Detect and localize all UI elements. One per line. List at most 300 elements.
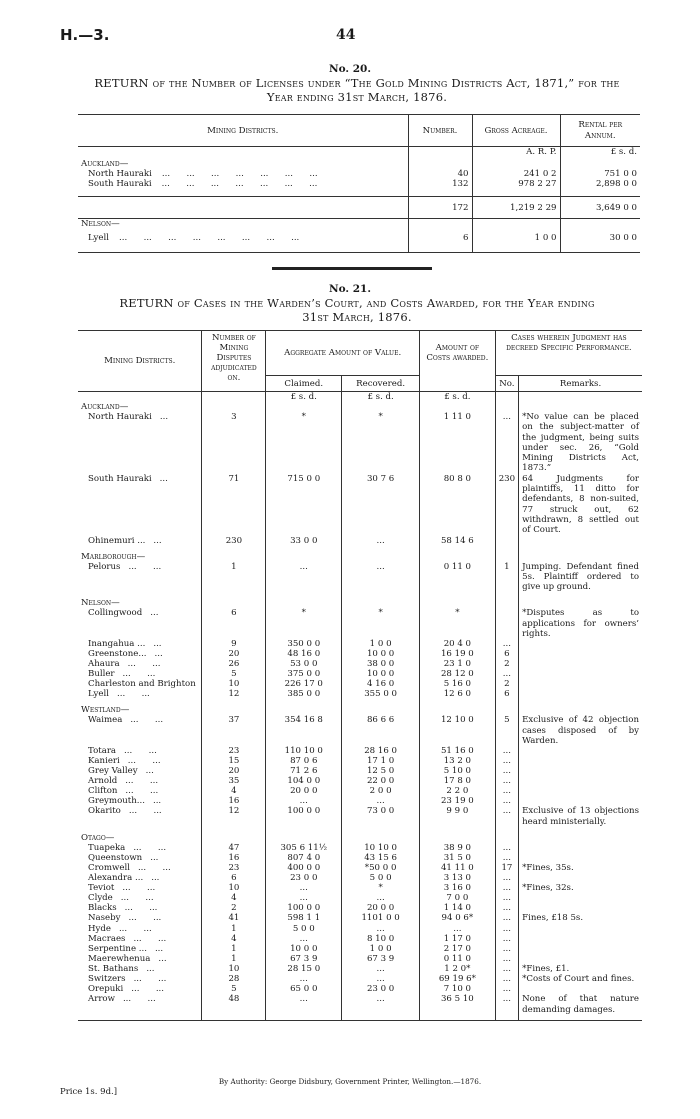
col-gross-acreage: Gross Acreage.: [472, 115, 560, 147]
disputes-count: 48: [202, 994, 266, 1015]
amount-recovered: 86 6 6: [342, 715, 420, 746]
costs-awarded: 80 8 0: [420, 474, 496, 536]
total-acreage: 1,219 2 29: [472, 197, 560, 219]
remarks: [519, 796, 642, 806]
costs-awarded: 0 11 0: [420, 954, 496, 964]
col-mining-districts: Mining Districts.: [207, 125, 279, 136]
leader-dots: ...: [158, 953, 167, 964]
group-row: [78, 546, 642, 562]
remarks: Fines, £18 5s.: [519, 913, 642, 923]
district-name: Okarito: [88, 806, 121, 817]
table-row: [78, 562, 642, 593]
district-name: Macraes: [88, 933, 126, 944]
leader-dots: ... ...: [131, 984, 165, 995]
costs-awarded: 16 19 0: [420, 649, 496, 659]
leader-dots: ...: [153, 639, 162, 650]
rental: 30 0 0: [560, 233, 640, 243]
district-name: Grey Valley: [88, 766, 138, 777]
table-row: [78, 934, 642, 944]
judgment-count: ...: [495, 934, 518, 944]
amount-claimed: ...: [266, 562, 342, 593]
table-row: [78, 776, 642, 786]
remarks: *Costs of Court and fines.: [519, 974, 642, 984]
table21-number: No. 21.: [329, 283, 371, 295]
amount-recovered: 1 0 0: [342, 639, 420, 649]
table-row: [78, 689, 642, 699]
district-name: Teviot: [88, 883, 115, 894]
col-remarks: Remarks.: [519, 376, 642, 392]
table20-title-line1: RETURN of the Number of Licenses under “The Gold Mining Districts Act, 1871,” for the: [94, 76, 620, 90]
amount-recovered: 10 10 0: [342, 843, 420, 853]
judgment-count: ...: [495, 786, 518, 796]
leader-dots: ... ...: [127, 659, 161, 670]
table21-title-line1: RETURN of Cases in the Warden’s Court, and Costs Awarded, for the Year ending: [119, 296, 595, 310]
group-name: Auckland—: [81, 402, 129, 412]
amount-recovered: 5 0 0: [342, 873, 420, 883]
disputes-count: 10: [202, 964, 266, 974]
group-name: Nelson—: [81, 598, 120, 609]
table-row: [78, 669, 642, 679]
table-row: [78, 903, 642, 913]
amount-claimed: 28 15 0: [266, 964, 342, 974]
leader-dots: ... ...: [124, 903, 158, 914]
table-row: [78, 608, 642, 639]
judgment-count: ...: [495, 756, 518, 766]
group-row: [78, 159, 640, 169]
amount-claimed: ...: [266, 796, 342, 806]
leader-dots: ... ...: [128, 561, 162, 572]
leader-dots: ...: [152, 796, 162, 807]
amount-claimed: 65 0 0: [266, 984, 342, 994]
acreage-unit: A. R. P.: [472, 147, 560, 159]
costs-awarded: 12 10 0: [420, 715, 496, 746]
amount-claimed: 10 0 0: [266, 944, 342, 954]
table-row: [78, 913, 642, 923]
judgment-count: ...: [495, 994, 518, 1015]
district-name: North Hauraki: [88, 412, 152, 422]
disputes-count: 10: [202, 679, 266, 689]
total-row: [78, 197, 640, 219]
leader-dots: ... ...: [133, 842, 167, 853]
judgment-count: ...: [495, 964, 518, 974]
group-name: Otago—: [81, 832, 115, 843]
leader-dots: ... ...: [130, 715, 164, 726]
remarks: [519, 984, 642, 994]
amount-claimed: *: [266, 608, 342, 639]
district-name: Queenstown: [88, 852, 143, 863]
disputes-count: 35: [202, 776, 266, 786]
amount-claimed: 33 0 0: [266, 536, 342, 546]
leader-dots: ...: [153, 535, 162, 546]
costs-awarded: 3 16 0: [420, 883, 496, 893]
table-row: [78, 924, 642, 934]
leader-dots: ...: [145, 766, 154, 777]
remarks: [519, 649, 642, 659]
license-count: 40: [408, 169, 472, 179]
costs-awarded: *: [420, 608, 496, 639]
costs-awarded: 41 11 0: [420, 863, 496, 873]
costs-awarded: 1 14 0: [420, 903, 496, 913]
judgment-count: ...: [495, 974, 518, 984]
leader-dots: ...: [150, 608, 159, 619]
costs-awarded: 2 17 0: [420, 944, 496, 954]
table20-number: No. 20.: [329, 63, 371, 75]
disputes-count: 230: [202, 536, 266, 546]
amount-claimed: 110 10 0: [266, 746, 342, 756]
table-row: [78, 649, 642, 659]
remarks: [519, 536, 642, 546]
col-rental: Rental per Annum.: [560, 115, 640, 147]
district-name: Greymouth...: [88, 796, 145, 807]
amount-claimed: ...: [266, 934, 342, 944]
table-row: [78, 715, 642, 746]
amount-claimed: 385 0 0: [266, 689, 342, 699]
district-name: Clyde: [88, 893, 113, 904]
district-name: Charleston and Brighton: [88, 679, 196, 690]
amount-claimed: 71 2 6: [266, 766, 342, 776]
gross-acreage: 978 2 27: [472, 179, 560, 189]
table-row: [78, 994, 642, 1015]
remarks: None of that nature demanding damages.: [519, 994, 642, 1015]
table-row: [78, 944, 642, 954]
amount-recovered: 20 0 0: [342, 903, 420, 913]
disputes-count: 1: [202, 562, 266, 593]
district-name: Lyell: [88, 232, 109, 243]
wardens-court-table: [78, 330, 642, 1021]
judgment-count: ...: [495, 853, 518, 863]
leader-dots: ...: [150, 852, 159, 863]
costs-awarded: ...: [420, 924, 496, 934]
district-name: Maerewhenua: [88, 953, 151, 964]
judgment-count: 6: [495, 649, 518, 659]
leader-dots: ... ...: [124, 746, 157, 757]
disputes-count: 4: [202, 893, 266, 903]
gross-acreage: 1 0 0: [472, 233, 560, 243]
disputes-count: 23: [202, 746, 266, 756]
district-name: North Hauraki: [88, 168, 152, 179]
disputes-count: 5: [202, 669, 266, 679]
amount-recovered: 73 0 0: [342, 806, 420, 827]
col-specific-performance: Cases wherein Judgment has decreed Specific Performance.: [495, 331, 642, 376]
costs-awarded: 23 1 0: [420, 659, 496, 669]
costs-awarded: 7 0 0: [420, 893, 496, 903]
license-count: 132: [408, 179, 472, 189]
amount-claimed: 807 4 0: [266, 853, 342, 863]
remarks: [519, 659, 642, 669]
col-claimed: Claimed.: [266, 376, 342, 392]
district-name: Kanieri: [88, 756, 120, 767]
remarks: Exclusive of 42 objection cases disposed of by Warden.: [519, 715, 642, 746]
judgment-count: ...: [495, 984, 518, 994]
remarks: [519, 766, 642, 776]
costs-awarded: 13 2 0: [420, 756, 496, 766]
amount-claimed: 598 1 1: [266, 913, 342, 923]
district-name: Arnold: [88, 776, 118, 787]
judgment-count: ...: [495, 843, 518, 853]
disputes-count: 20: [202, 649, 266, 659]
remarks: [519, 924, 642, 934]
amount-claimed: 67 3 9: [266, 954, 342, 964]
disputes-count: 12: [202, 689, 266, 699]
disputes-count: 28: [202, 974, 266, 984]
costs-awarded: 9 9 0: [420, 806, 496, 827]
leader-dots: ...: [159, 473, 168, 484]
table-row: [78, 893, 642, 903]
disputes-count: 41: [202, 913, 266, 923]
gross-acreage: 241 0 2: [472, 169, 560, 179]
col-aggregate-value: Aggregate Amount of Value.: [266, 331, 420, 376]
costs-unit: £ s. d.: [420, 392, 496, 403]
remarks: [519, 903, 642, 913]
remarks: [519, 873, 642, 883]
judgment-count: 5: [495, 715, 518, 746]
district-name: Greenstone...: [88, 649, 147, 660]
group-row: [78, 699, 642, 715]
group-name: Marlborough—: [81, 551, 146, 562]
table-row: [78, 536, 642, 546]
amount-claimed: 23 0 0: [266, 873, 342, 883]
judgment-count: 1: [495, 562, 518, 593]
judgment-count: ...: [495, 796, 518, 806]
remarks: *Fines, 32s.: [519, 883, 642, 893]
leader-dots: ... ...: [127, 756, 161, 767]
district-name: Arrow: [88, 994, 115, 1005]
amount-recovered: 1 0 0: [342, 944, 420, 954]
disputes-count: 26: [202, 659, 266, 669]
table-row: [78, 974, 642, 984]
remarks: [519, 776, 642, 786]
amount-recovered: 30 7 6: [342, 474, 420, 536]
amount-recovered: ...: [342, 994, 420, 1015]
leader-dots: ... ...: [120, 893, 154, 904]
remarks: [519, 756, 642, 766]
leader-dots: ... ...: [122, 994, 156, 1005]
group-row: [78, 402, 642, 412]
leader-dots: ... ...: [133, 933, 167, 944]
leader-dots: ...: [151, 873, 160, 884]
leader-dots: ... ...: [133, 974, 167, 985]
group-name: Westland—: [81, 705, 130, 716]
amount-recovered: 22 0 0: [342, 776, 420, 786]
amount-claimed: 5 0 0: [266, 924, 342, 934]
costs-awarded: 1 11 0: [420, 412, 496, 474]
printer-authority: By Authority: George Didsbury, Government Printer, Wellington.—1876.: [218, 1077, 482, 1086]
disputes-count: 4: [202, 786, 266, 796]
district-name: Serpentine ...: [88, 943, 147, 954]
table-row: [78, 639, 642, 649]
judgment-count: ...: [495, 924, 518, 934]
table-row: [78, 786, 642, 796]
amount-recovered: *: [342, 608, 420, 639]
disputes-count: 6: [202, 608, 266, 639]
judgment-count: ...: [495, 913, 518, 923]
district-name: Totara: [88, 746, 117, 757]
col-recovered: Recovered.: [342, 376, 420, 392]
col-no: No.: [495, 376, 518, 392]
remarks: [519, 843, 642, 853]
disputes-count: 1: [202, 954, 266, 964]
amount-recovered: 38 0 0: [342, 659, 420, 669]
table-row: [78, 169, 640, 179]
leader-dots: ... ...: [117, 689, 150, 700]
disputes-count: 1: [202, 944, 266, 954]
disputes-count: 16: [202, 853, 266, 863]
amount-claimed: ...: [266, 974, 342, 984]
remarks: Exclusive of 13 objections heard ministerially.: [519, 806, 642, 827]
amount-claimed: 20 0 0: [266, 786, 342, 796]
licenses-table: [78, 114, 640, 253]
district-name: Lyell: [88, 689, 109, 700]
judgment-count: ...: [495, 944, 518, 954]
remarks: [519, 786, 642, 796]
costs-awarded: 20 4 0: [420, 639, 496, 649]
district-name: Pelorus: [88, 561, 121, 572]
table-row: [78, 756, 642, 766]
remarks: [519, 853, 642, 863]
judgment-count: [495, 536, 518, 546]
units-row: [78, 392, 642, 403]
col-mining-districts-21: Mining Districts.: [104, 356, 176, 366]
district-name: Orepuki: [88, 984, 124, 995]
amount-claimed: ...: [266, 883, 342, 893]
amount-claimed: 104 0 0: [266, 776, 342, 786]
table21-title-line2: 31st March, 1876.: [302, 310, 412, 324]
disputes-count: 6: [202, 873, 266, 883]
judgment-count: 6: [495, 689, 518, 699]
disputes-count: 16: [202, 796, 266, 806]
col-number: Number.: [408, 115, 472, 147]
judgment-count: ...: [495, 903, 518, 913]
disputes-count: 1: [202, 924, 266, 934]
remarks: [519, 934, 642, 944]
amount-recovered: 28 16 0: [342, 746, 420, 756]
remarks: [519, 679, 642, 689]
costs-awarded: 3 13 0: [420, 873, 496, 883]
costs-awarded: 38 9 0: [420, 843, 496, 853]
amount-claimed: ...: [266, 893, 342, 903]
amount-recovered: *: [342, 883, 420, 893]
amount-recovered: ...: [342, 974, 420, 984]
costs-awarded: 69 19 6*: [420, 974, 496, 984]
total-rental: 3,649 0 0: [560, 197, 640, 219]
costs-awarded: 36 5 10: [420, 994, 496, 1015]
amount-claimed: 354 16 8: [266, 715, 342, 746]
group-row: [78, 827, 642, 843]
table-row: [78, 659, 642, 669]
amount-recovered: 1101 0 0: [342, 913, 420, 923]
judgment-count: ...: [495, 954, 518, 964]
amount-claimed: ...: [266, 994, 342, 1015]
rental: 2,898 0 0: [560, 179, 640, 189]
remarks: *Fines, 35s.: [519, 863, 642, 873]
leader-dots: ... ...: [137, 862, 171, 873]
costs-awarded: 1 17 0: [420, 934, 496, 944]
leader-dots: ... ...: [122, 669, 156, 680]
remarks: Jumping. Defendant fined 5s. Plaintiff ordered to give up ground.: [519, 562, 642, 593]
district-name: Blacks: [88, 903, 117, 914]
table-row: [78, 964, 642, 974]
table-row: [78, 883, 642, 893]
costs-awarded: 17 8 0: [420, 776, 496, 786]
remarks: [519, 639, 642, 649]
amount-claimed: 226 17 0: [266, 679, 342, 689]
amount-claimed: 100 0 0: [266, 806, 342, 827]
remarks: [519, 746, 642, 756]
costs-awarded: 0 11 0: [420, 562, 496, 593]
amount-claimed: 305 6 11½: [266, 843, 342, 853]
district-name: Inangahua ...: [88, 639, 146, 650]
costs-awarded: 5 16 0: [420, 679, 496, 689]
disputes-count: 2: [202, 903, 266, 913]
leader-dots: ...: [146, 963, 155, 974]
judgment-count: ...: [495, 669, 518, 679]
costs-awarded: 58 14 6: [420, 536, 496, 546]
amount-claimed: 53 0 0: [266, 659, 342, 669]
district-name: Hyde: [88, 923, 111, 934]
table-row: [78, 179, 640, 189]
remarks: [519, 893, 642, 903]
disputes-count: 4: [202, 934, 266, 944]
leader-dots: ... ...: [118, 923, 152, 934]
col-costs-awarded: Amount of Costs awarded.: [420, 331, 496, 392]
leader-dots: ... ...: [128, 806, 162, 817]
leader-dots: ... ... ... ... ... ... ...: [161, 178, 318, 189]
costs-awarded: 12 6 0: [420, 689, 496, 699]
disputes-count: 10: [202, 883, 266, 893]
judgment-count: ...: [495, 639, 518, 649]
amount-recovered: ...: [342, 536, 420, 546]
amount-claimed: 375 0 0: [266, 669, 342, 679]
district-name: Collingwood: [88, 608, 143, 619]
judgment-count: 2: [495, 659, 518, 669]
judgment-count: ...: [495, 746, 518, 756]
amount-recovered: 17 1 0: [342, 756, 420, 766]
district-name: Buller: [88, 669, 115, 680]
district-name: Clifton: [88, 786, 118, 797]
disputes-count: 3: [202, 412, 266, 474]
disputes-count: 37: [202, 715, 266, 746]
judgment-count: 230: [495, 474, 518, 536]
disputes-count: 23: [202, 863, 266, 873]
amount-claimed: 48 16 0: [266, 649, 342, 659]
amount-recovered: 43 15 6: [342, 853, 420, 863]
disputes-count: 20: [202, 766, 266, 776]
license-count: 6: [408, 233, 472, 243]
amount-recovered: ...: [342, 924, 420, 934]
group-row: [78, 592, 642, 608]
report-code: H.—3.: [60, 26, 110, 44]
judgment-count: ...: [495, 776, 518, 786]
table-row: [78, 984, 642, 994]
recovered-unit: £ s. d.: [342, 392, 420, 403]
separator-rule: [272, 267, 432, 270]
table-row: [78, 863, 642, 873]
costs-awarded: 94 0 6*: [420, 913, 496, 923]
amount-claimed: 350 0 0: [266, 639, 342, 649]
table-row: [78, 766, 642, 776]
remarks: [519, 944, 642, 954]
leader-dots: ... ...: [128, 913, 162, 924]
costs-awarded: 23 19 0: [420, 796, 496, 806]
amount-recovered: 10 0 0: [342, 669, 420, 679]
leader-dots: ... ... ... ... ... ... ...: [161, 168, 318, 179]
costs-awarded: 5 10 0: [420, 766, 496, 776]
price: Price 1s. 9d.]: [60, 1087, 118, 1097]
leader-dots: ...: [154, 943, 164, 954]
disputes-count: 9: [202, 639, 266, 649]
group-name: Auckland—: [81, 158, 129, 169]
amount-recovered: ...: [342, 562, 420, 593]
